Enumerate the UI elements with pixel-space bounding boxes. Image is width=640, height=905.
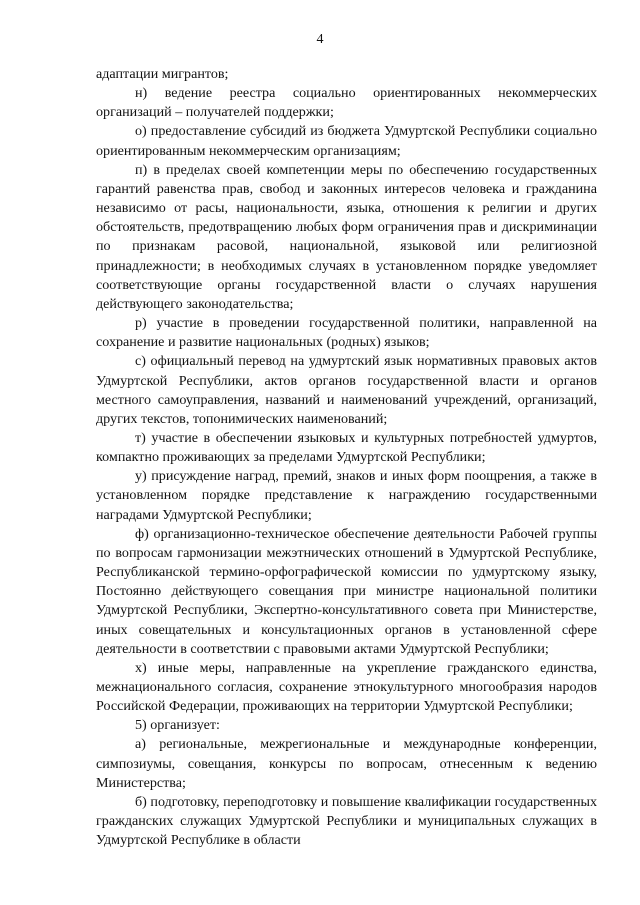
document-body	[96, 65, 597, 850]
paragraph-item-f: ф) организационно-техническое обеспечение деятельности Рабочей группы по вопросам гармонизации межэтнических отношений в Удмуртской Республике, Республиканской термино-орфографической комиссии по удмуртскому языку, Постоянно действующего совещания при министре национальной политики Удмуртской Республики, Экспертно-консультативного совета при Министерстве, иных совещательных и консультационных органов в установленной сфере деятельности в соответствии с правовыми актами Удмуртской Республики;	[96, 525, 597, 657]
paragraph-item-b: б) подготовку, переподготовку и повышение квалификации государственных гражданских служащих Удмуртской Республики и муниципальных служащих в Удмуртской Республике в области	[96, 793, 597, 849]
paragraph-continuation: адаптации мигрантов;	[96, 66, 229, 82]
paragraph-item-a: а) региональные, межрегиональные и международные конференции, симпозиумы, совещания, конкурсы по вопросам, отнесенным к ведению Министерства;	[96, 736, 597, 791]
paragraph-item-n: н) ведение реестра социально ориентированных некоммерческих организаций – получателей поддержки;	[96, 85, 597, 121]
paragraph-item-o: о) предоставление субсидий из бюджета Удмуртской Республики социально ориентированным некоммерческим организациям;	[96, 123, 597, 159]
paragraph-item-t: т) участие в обеспечении языковых и культурных потребностей удмуртов, компактно проживающих за пределами Удмуртской Республики;	[96, 429, 597, 466]
paragraph-item-s: с) официальный перевод на удмуртский язык нормативных правовых актов Удмуртской Республики, актов органов государственной власти и органов местного самоуправления, названий и наименований учреждений, организаций, других текстов, топонимических наименований;	[96, 353, 597, 427]
paragraph-section-5: 5) организует:	[135, 717, 220, 734]
paragraph-item-p: п) в пределах своей компетенции меры по обеспечению государственных гарантий равенства прав, свобод и законных интересов человека и гражданина независимо от расы, национальности, языка, отношения к религии и других обстоятельств, предотвращению любых форм ограничения прав и дискриминации по признакам расовой, национальной, языковой или религиозной принадлежности; в необходимых случаях в установленном порядке уведомляет соответствующие органы государственной власти о случаях нарушения действующего законодательства;	[96, 161, 597, 312]
page-number: 4	[316, 32, 324, 47]
paragraph-item-r: р) участие в проведении государственной политики, направленной на сохранение и развитие национальных (родных) языков;	[96, 315, 597, 351]
paragraph-item-u: у) присуждение наград, премий, знаков и иных форм поощрения, а также в установленном порядке представление к награждению государственными наградами Удмуртской Республики;	[96, 468, 597, 523]
paragraph-item-kh: х) иные меры, направленные на укрепление гражданского единства, межнационального согласия, сохранение этнокультурного многообразия народов Российской Федерации, проживающих на территории Удмуртской Республики;	[96, 659, 597, 715]
